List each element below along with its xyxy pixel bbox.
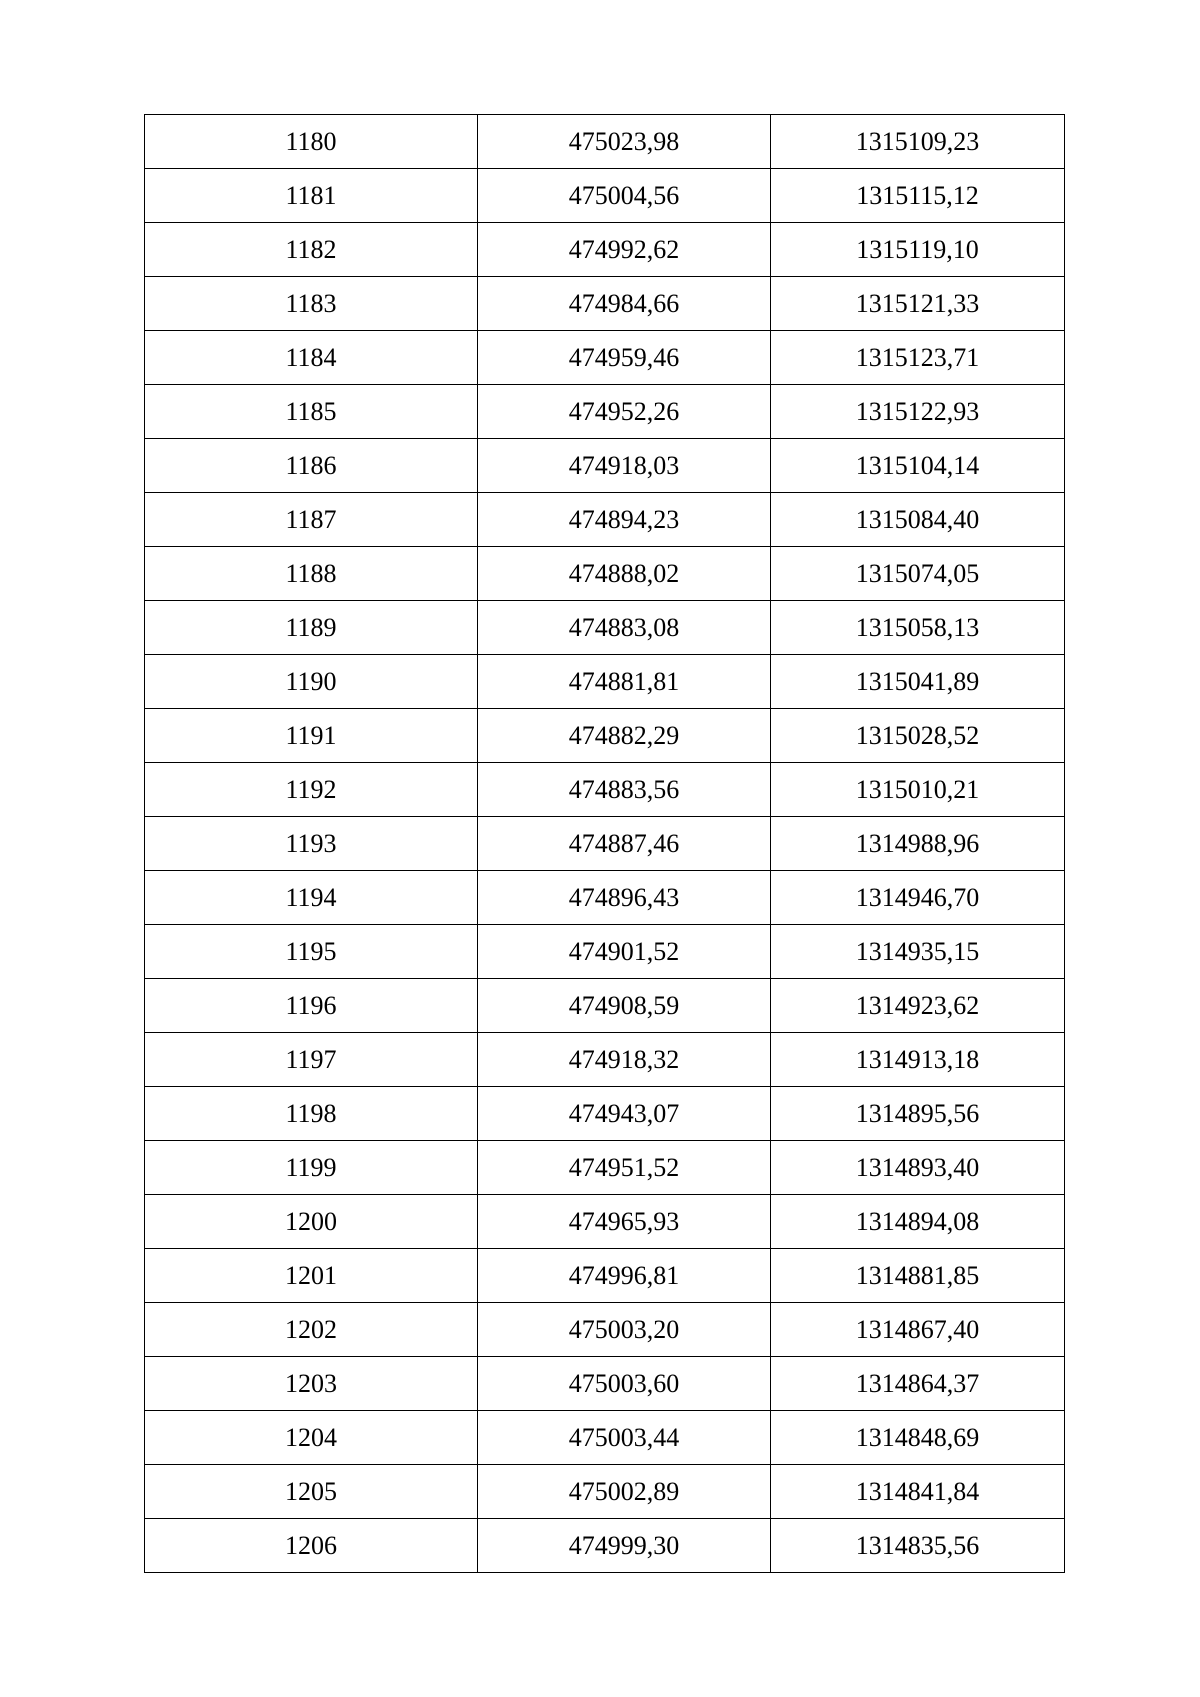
x-coordinate-cell: 474943,07 bbox=[478, 1087, 771, 1141]
coordinates-table bbox=[144, 114, 1065, 1573]
y-coordinate-cell: 1314893,40 bbox=[771, 1141, 1065, 1195]
point-number-cell: 1189 bbox=[145, 601, 478, 655]
y-coordinate-cell: 1314946,70 bbox=[771, 871, 1065, 925]
point-number-cell: 1191 bbox=[145, 709, 478, 763]
table-row bbox=[145, 1465, 1065, 1519]
table-row bbox=[145, 979, 1065, 1033]
x-coordinate-cell: 475023,98 bbox=[478, 115, 771, 169]
table-row bbox=[145, 1357, 1065, 1411]
x-coordinate-cell: 474887,46 bbox=[478, 817, 771, 871]
y-coordinate-cell: 1315028,52 bbox=[771, 709, 1065, 763]
x-coordinate-cell: 475004,56 bbox=[478, 169, 771, 223]
x-coordinate-cell: 474901,52 bbox=[478, 925, 771, 979]
y-coordinate-cell: 1315010,21 bbox=[771, 763, 1065, 817]
point-number-cell: 1194 bbox=[145, 871, 478, 925]
y-coordinate-cell: 1315123,71 bbox=[771, 331, 1065, 385]
y-coordinate-cell: 1314841,84 bbox=[771, 1465, 1065, 1519]
point-number-cell: 1204 bbox=[145, 1411, 478, 1465]
y-coordinate-cell: 1315109,23 bbox=[771, 115, 1065, 169]
x-coordinate-cell: 474896,43 bbox=[478, 871, 771, 925]
table-row bbox=[145, 1141, 1065, 1195]
y-coordinate-cell: 1315074,05 bbox=[771, 547, 1065, 601]
point-number-cell: 1203 bbox=[145, 1357, 478, 1411]
point-number-cell: 1188 bbox=[145, 547, 478, 601]
y-coordinate-cell: 1314894,08 bbox=[771, 1195, 1065, 1249]
y-coordinate-cell: 1315104,14 bbox=[771, 439, 1065, 493]
y-coordinate-cell: 1315122,93 bbox=[771, 385, 1065, 439]
x-coordinate-cell: 474951,52 bbox=[478, 1141, 771, 1195]
x-coordinate-cell: 475003,20 bbox=[478, 1303, 771, 1357]
point-number-cell: 1181 bbox=[145, 169, 478, 223]
y-coordinate-cell: 1314923,62 bbox=[771, 979, 1065, 1033]
table-row bbox=[145, 223, 1065, 277]
x-coordinate-cell: 475003,44 bbox=[478, 1411, 771, 1465]
y-coordinate-cell: 1315058,13 bbox=[771, 601, 1065, 655]
point-number-cell: 1190 bbox=[145, 655, 478, 709]
point-number-cell: 1198 bbox=[145, 1087, 478, 1141]
point-number-cell: 1195 bbox=[145, 925, 478, 979]
table-row bbox=[145, 439, 1065, 493]
point-number-cell: 1193 bbox=[145, 817, 478, 871]
x-coordinate-cell: 474918,32 bbox=[478, 1033, 771, 1087]
table-row bbox=[145, 871, 1065, 925]
x-coordinate-cell: 475002,89 bbox=[478, 1465, 771, 1519]
point-number-cell: 1197 bbox=[145, 1033, 478, 1087]
table-row bbox=[145, 1519, 1065, 1573]
table-row bbox=[145, 1195, 1065, 1249]
y-coordinate-cell: 1315119,10 bbox=[771, 223, 1065, 277]
y-coordinate-cell: 1314935,15 bbox=[771, 925, 1065, 979]
x-coordinate-cell: 474894,23 bbox=[478, 493, 771, 547]
y-coordinate-cell: 1315115,12 bbox=[771, 169, 1065, 223]
y-coordinate-cell: 1314895,56 bbox=[771, 1087, 1065, 1141]
point-number-cell: 1180 bbox=[145, 115, 478, 169]
x-coordinate-cell: 474883,56 bbox=[478, 763, 771, 817]
table-row bbox=[145, 547, 1065, 601]
point-number-cell: 1200 bbox=[145, 1195, 478, 1249]
point-number-cell: 1192 bbox=[145, 763, 478, 817]
point-number-cell: 1185 bbox=[145, 385, 478, 439]
point-number-cell: 1183 bbox=[145, 277, 478, 331]
x-coordinate-cell: 475003,60 bbox=[478, 1357, 771, 1411]
x-coordinate-cell: 474996,81 bbox=[478, 1249, 771, 1303]
y-coordinate-cell: 1314835,56 bbox=[771, 1519, 1065, 1573]
x-coordinate-cell: 474952,26 bbox=[478, 385, 771, 439]
point-number-cell: 1201 bbox=[145, 1249, 478, 1303]
x-coordinate-cell: 474965,93 bbox=[478, 1195, 771, 1249]
x-coordinate-cell: 474918,03 bbox=[478, 439, 771, 493]
x-coordinate-cell: 474992,62 bbox=[478, 223, 771, 277]
table-row bbox=[145, 1411, 1065, 1465]
table-row bbox=[145, 817, 1065, 871]
x-coordinate-cell: 474882,29 bbox=[478, 709, 771, 763]
point-number-cell: 1196 bbox=[145, 979, 478, 1033]
point-number-cell: 1182 bbox=[145, 223, 478, 277]
table-row bbox=[145, 1303, 1065, 1357]
point-number-cell: 1206 bbox=[145, 1519, 478, 1573]
table-row bbox=[145, 385, 1065, 439]
table-row bbox=[145, 1033, 1065, 1087]
table-row bbox=[145, 493, 1065, 547]
y-coordinate-cell: 1314988,96 bbox=[771, 817, 1065, 871]
point-number-cell: 1184 bbox=[145, 331, 478, 385]
point-number-cell: 1202 bbox=[145, 1303, 478, 1357]
x-coordinate-cell: 474984,66 bbox=[478, 277, 771, 331]
y-coordinate-cell: 1314848,69 bbox=[771, 1411, 1065, 1465]
x-coordinate-cell: 474881,81 bbox=[478, 655, 771, 709]
coordinates-table-body bbox=[145, 115, 1065, 1573]
x-coordinate-cell: 474999,30 bbox=[478, 1519, 771, 1573]
y-coordinate-cell: 1315084,40 bbox=[771, 493, 1065, 547]
table-row bbox=[145, 601, 1065, 655]
table-row bbox=[145, 709, 1065, 763]
x-coordinate-cell: 474888,02 bbox=[478, 547, 771, 601]
point-number-cell: 1205 bbox=[145, 1465, 478, 1519]
table-row bbox=[145, 277, 1065, 331]
table-row bbox=[145, 1087, 1065, 1141]
table-row bbox=[145, 331, 1065, 385]
point-number-cell: 1199 bbox=[145, 1141, 478, 1195]
x-coordinate-cell: 474908,59 bbox=[478, 979, 771, 1033]
table-row bbox=[145, 925, 1065, 979]
x-coordinate-cell: 474883,08 bbox=[478, 601, 771, 655]
table-row bbox=[145, 1249, 1065, 1303]
table-row bbox=[145, 655, 1065, 709]
x-coordinate-cell: 474959,46 bbox=[478, 331, 771, 385]
table-row bbox=[145, 169, 1065, 223]
table-row bbox=[145, 115, 1065, 169]
y-coordinate-cell: 1315121,33 bbox=[771, 277, 1065, 331]
y-coordinate-cell: 1315041,89 bbox=[771, 655, 1065, 709]
table-row bbox=[145, 763, 1065, 817]
y-coordinate-cell: 1314864,37 bbox=[771, 1357, 1065, 1411]
point-number-cell: 1187 bbox=[145, 493, 478, 547]
y-coordinate-cell: 1314881,85 bbox=[771, 1249, 1065, 1303]
y-coordinate-cell: 1314913,18 bbox=[771, 1033, 1065, 1087]
point-number-cell: 1186 bbox=[145, 439, 478, 493]
y-coordinate-cell: 1314867,40 bbox=[771, 1303, 1065, 1357]
